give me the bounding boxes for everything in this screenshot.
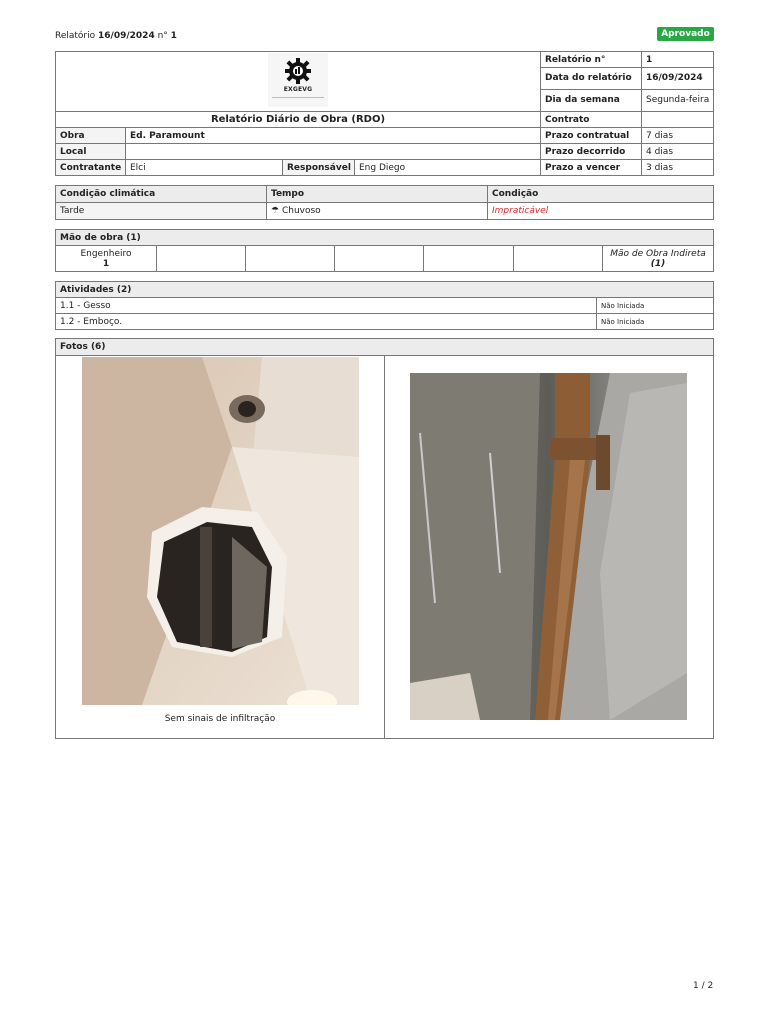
report-label: Relatório bbox=[55, 31, 96, 41]
header-table bbox=[55, 51, 714, 176]
logo-name: EXGEVG bbox=[283, 86, 313, 93]
contrato-label: Contrato bbox=[541, 112, 642, 128]
responsavel-value: Eng Diego bbox=[355, 160, 541, 176]
logo-cell bbox=[56, 52, 541, 112]
activities-table bbox=[55, 281, 714, 330]
condition-header: Condição bbox=[488, 186, 714, 203]
labor-title: Mão de obra (1) bbox=[56, 230, 714, 246]
prazo-decorrido-label: Prazo decorrido bbox=[541, 144, 642, 160]
contratante-label: Contratante bbox=[56, 160, 126, 176]
logo-divider bbox=[272, 97, 324, 98]
relatorio-n-value: 1 bbox=[642, 52, 714, 68]
prazo-vencer-value: 3 dias bbox=[642, 160, 714, 176]
labor-empty-cell bbox=[335, 246, 424, 272]
labor-indirect-count: (1) bbox=[650, 258, 666, 269]
weather-cell bbox=[267, 203, 488, 220]
activity-name: 1.1 - Gesso bbox=[56, 298, 597, 314]
local-value bbox=[126, 144, 541, 160]
labor-empty-cell bbox=[246, 246, 335, 272]
period-value: Tarde bbox=[56, 203, 267, 220]
contratante-value: Elci bbox=[126, 160, 283, 176]
labor-role-count: 1 bbox=[102, 258, 110, 269]
labor-empty-cell bbox=[157, 246, 246, 272]
page-title: Relatório Diário de Obra (RDO) bbox=[56, 112, 541, 128]
labor-role-name: Engenheiro bbox=[80, 248, 132, 259]
report-number-label: n° bbox=[157, 31, 168, 41]
gear-icon bbox=[284, 57, 312, 85]
labor-indirect-label: Mão de Obra Indireta bbox=[610, 248, 706, 259]
prazo-contratual-value: 7 dias bbox=[642, 128, 714, 144]
report-header-line bbox=[55, 31, 177, 41]
dia-semana-value: Segunda-feira bbox=[642, 89, 714, 111]
photo-ceiling-hole[interactable] bbox=[82, 357, 359, 705]
local-label: Local bbox=[56, 144, 126, 160]
condition-value: Impraticável bbox=[488, 203, 714, 220]
status-badge: Aprovado bbox=[657, 27, 714, 41]
relatorio-n-label: Relatório n° bbox=[541, 52, 642, 68]
prazo-decorrido-value: 4 dias bbox=[642, 144, 714, 160]
weather-value: Chuvoso bbox=[281, 206, 321, 216]
data-relatorio-value: 16/09/2024 bbox=[642, 68, 714, 89]
activities-title: Atividades (2) bbox=[56, 282, 714, 298]
labor-table bbox=[55, 229, 714, 272]
photo-image bbox=[82, 357, 359, 705]
company-logo bbox=[268, 53, 328, 107]
table-row bbox=[56, 314, 714, 330]
photo-caption: Sem sinais de infiltração bbox=[164, 714, 276, 724]
weather-header: Tempo bbox=[267, 186, 488, 203]
obra-label: Obra bbox=[56, 128, 126, 144]
activity-status: Não Iniciada bbox=[597, 298, 714, 314]
activity-status: Não Iniciada bbox=[597, 314, 714, 330]
prazo-vencer-label: Prazo a vencer bbox=[541, 160, 642, 176]
cloud-rain-icon: ☂ bbox=[271, 206, 280, 216]
labor-empty-cell bbox=[514, 246, 603, 272]
labor-indirect bbox=[603, 246, 714, 272]
climate-header: Condição climática bbox=[56, 186, 267, 203]
photos-title: Fotos (6) bbox=[56, 339, 714, 356]
contrato-value bbox=[642, 112, 714, 128]
photo-image bbox=[410, 373, 687, 720]
photos-table bbox=[55, 338, 714, 739]
labor-empty-cell bbox=[424, 246, 514, 272]
activity-name: 1.2 - Emboço. bbox=[56, 314, 597, 330]
obra-value: Ed. Paramount bbox=[126, 128, 541, 144]
report-number: 1 bbox=[170, 31, 177, 41]
climate-table bbox=[55, 185, 714, 220]
photo-pipe-shaft[interactable] bbox=[410, 373, 687, 720]
dia-semana-label: Dia da semana bbox=[541, 89, 642, 111]
labor-role bbox=[56, 246, 157, 272]
responsavel-label: Responsável bbox=[283, 160, 355, 176]
photo-cell bbox=[385, 356, 714, 739]
table-row bbox=[56, 298, 714, 314]
page-number: 1 / 2 bbox=[693, 981, 714, 991]
report-date: 16/09/2024 bbox=[98, 31, 155, 41]
prazo-contratual-label: Prazo contratual bbox=[541, 128, 642, 144]
data-relatorio-label: Data do relatório bbox=[541, 68, 642, 89]
photo-cell bbox=[56, 356, 385, 739]
